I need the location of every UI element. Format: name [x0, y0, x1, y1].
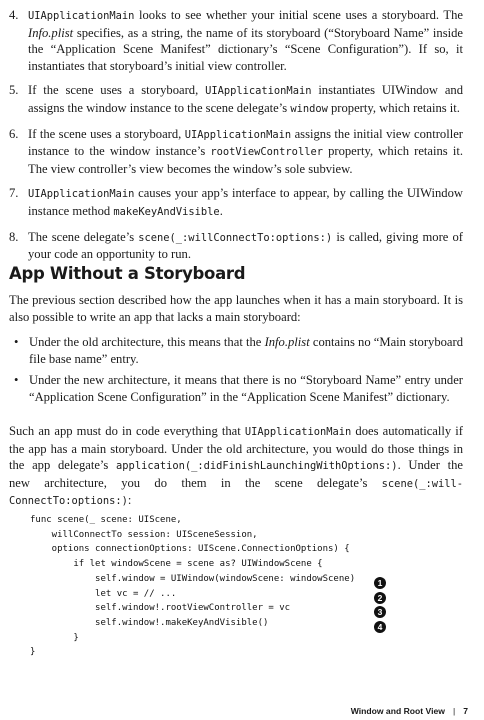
code-term: UIApplicationMain	[28, 188, 135, 201]
callout-marker: 3	[374, 606, 386, 618]
text-run: If the scene uses a storyboard,	[28, 126, 185, 141]
callout-marker: 2	[374, 592, 386, 604]
step-number: 4.	[9, 8, 19, 22]
code-term: scene(_:willConnectTo:options:)	[138, 231, 333, 244]
step-number: 6.	[9, 126, 19, 141]
code-line: self.window = UIWindow(windowScene: windowScene)	[30, 573, 356, 584]
step-text	[28, 230, 463, 262]
text-run: specifies, as a string, the name of its storyboard (“Storyboard Name” inside the “Application Scene Manifest” dictionary’s “Scene Configuration”). If so, it instantiates that storyboard’s initial view controller.	[28, 25, 463, 73]
text-run: . Under the new architecture, you do them in the scene delegate’s	[9, 458, 463, 490]
code-term: scene(_:will-ConnectTo:options:)	[9, 477, 463, 508]
code-line: self.window!.makeKeyAndVisible()	[30, 617, 269, 628]
code-line: func scene(_ scene: UIScene,	[30, 515, 182, 525]
text-run: .	[219, 203, 223, 218]
footer-separator: |	[452, 706, 456, 716]
step-item	[9, 229, 463, 263]
intro-paragraph: The previous section described how the app launches when it has a main storyboard. It is also possible to write an app that lacks a main storyboard:	[9, 293, 463, 324]
code-term: UIApplicationMain	[28, 10, 135, 22]
footer-section-title: Window and Root View	[350, 706, 445, 716]
code-term: window	[290, 102, 328, 115]
text-run: assigns the initial view controller instance to the window instance’s	[28, 126, 463, 159]
code-line: options connectionOptions: UIScene.ConnectionOptions) {	[30, 544, 350, 555]
step-item	[9, 185, 463, 220]
launch-steps-list	[9, 7, 463, 271]
text-run: looks to see whether your initial scene uses a storyboard. The	[134, 8, 463, 22]
code-term: UIApplicationMain	[244, 426, 352, 438]
text-run: If the scene uses a storyboard,	[28, 83, 206, 98]
bullet-icon: •	[14, 373, 19, 388]
bullet-item	[9, 334, 463, 367]
text-run: :	[127, 493, 132, 508]
code-line: }	[30, 647, 36, 658]
step-item	[9, 126, 463, 178]
closing-paragraph	[9, 423, 463, 510]
code-listing	[30, 513, 355, 660]
code-line: if let windowScene = scene as? UIWindowScene {	[30, 559, 323, 570]
code-term: makeKeyAndVisible	[113, 205, 220, 218]
code-line: willConnectTo session: UISceneSession,	[30, 529, 258, 540]
text-run: Under the old architecture, this means that the	[29, 335, 265, 349]
text-run: Such an app must do in code everything that	[9, 424, 245, 438]
callout-marker: 1	[374, 577, 386, 589]
step-text	[28, 8, 463, 73]
text-run: instantiates UIWindow and assigns the window instance to the scene delegate’s	[28, 83, 464, 115]
step-number: 8.	[9, 229, 19, 244]
text-run: does automatically if the app has a main storyboard. Under the old architecture, you would do those things in the app delegate’s	[9, 424, 463, 473]
code-term: rootViewController	[210, 146, 323, 159]
step-item	[9, 82, 463, 117]
bullet-text	[29, 335, 463, 366]
step-item	[9, 7, 463, 74]
code-term: UIApplicationMain	[184, 128, 292, 141]
code-term: UIApplicationMain	[205, 85, 312, 98]
step-text	[28, 83, 463, 115]
text-run: property, which retains it. The view controller’s view becomes the window’s sole subview.	[28, 144, 463, 176]
step-text	[28, 186, 463, 218]
text-run: property, which retains it.	[327, 100, 460, 115]
callout-marker: 4	[374, 621, 386, 633]
emphasis: Info.plist	[28, 25, 74, 40]
code-term: application(_:didFinishLaunchingWithOptions:)	[116, 460, 398, 473]
code-line: self.window!.rootViewController = vc	[30, 603, 291, 614]
page-footer	[351, 706, 468, 716]
page-number: 7	[463, 706, 468, 716]
bullet-icon: •	[14, 335, 19, 349]
emphasis: Info.plist	[264, 335, 310, 349]
step-number: 7.	[9, 186, 19, 201]
text-run: is called, giving more of your code an opportunity to run.	[28, 229, 463, 262]
text-run: contains no “Main storyboard file base name” entry.	[29, 335, 463, 366]
code-line: }	[30, 632, 79, 643]
bullet-list	[9, 334, 463, 410]
bullet-item	[9, 372, 463, 405]
step-text	[28, 127, 463, 176]
text-run: Under the new architecture, it means that there is no “Storyboard Name” entry under “Application Scene Configuration” in the “Application Scene Manifest” dictionary.	[29, 373, 463, 404]
code-line: let vc = // ...	[30, 588, 177, 599]
step-number: 5.	[9, 83, 19, 98]
bullet-text	[29, 373, 463, 404]
text-run: The scene delegate’s	[28, 229, 139, 244]
section-heading: App Without a Storyboard	[9, 264, 246, 283]
text-run: causes your app’s interface to appear, by calling the UIWindow instance method	[28, 186, 463, 218]
